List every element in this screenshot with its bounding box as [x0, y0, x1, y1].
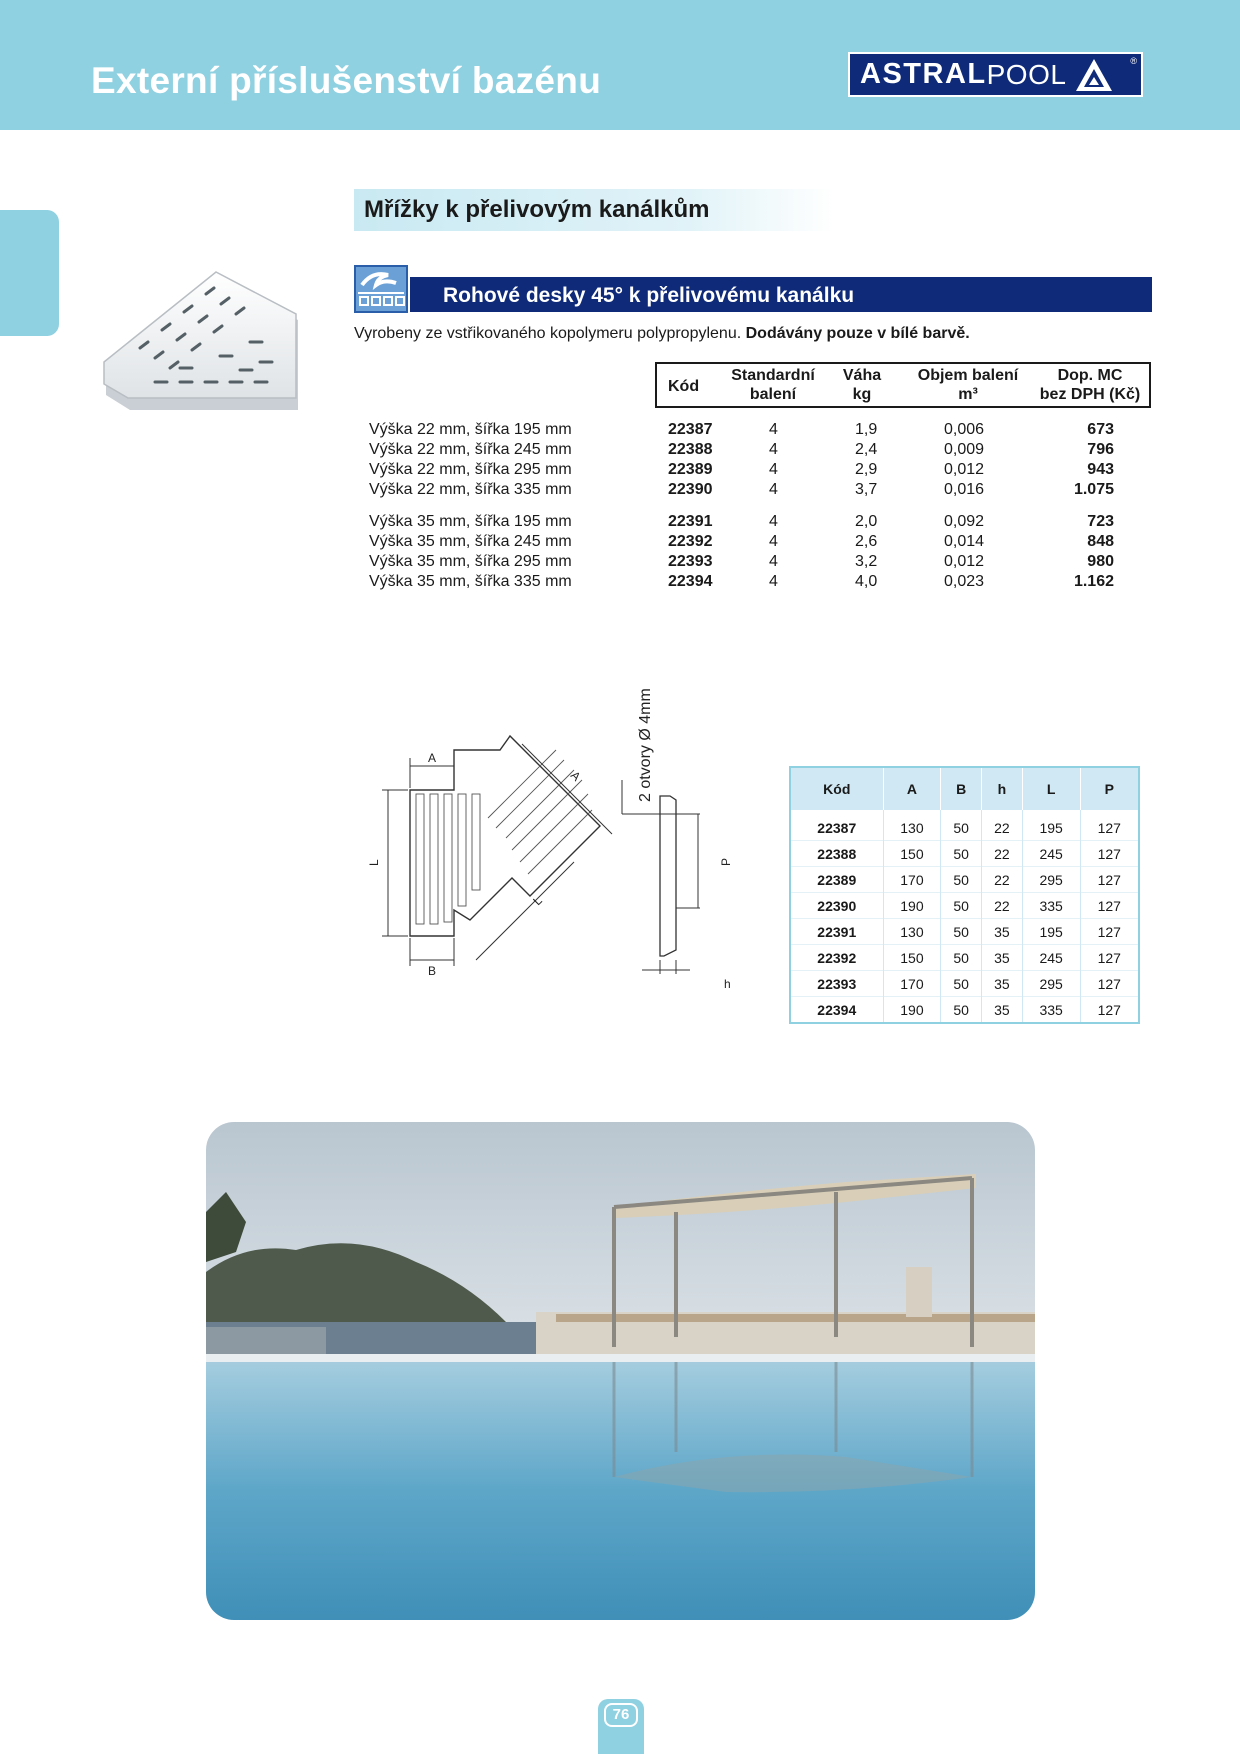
spec-header-weight-line1: Váha [842, 367, 882, 384]
dimension-table-header-row [790, 767, 1139, 810]
table-row [790, 810, 1139, 841]
dim-cell: 50 [941, 919, 982, 945]
spec-cell-pack: 4 [769, 533, 778, 550]
spec-cell-volume: 0,014 [944, 533, 985, 550]
pool-scene-illustration [206, 1122, 1035, 1620]
spec-row [0, 513, 1240, 533]
spec-header-weight-line2: kg [852, 386, 872, 403]
dim-cell: 50 [941, 971, 982, 997]
overflow-channel-icon [354, 265, 408, 313]
spec-header-pack-line2: balení [749, 386, 797, 403]
spec-header-volume-line1: Objem balení [917, 367, 1019, 384]
dim-cell: 295 [1022, 867, 1080, 893]
dim-header: h [982, 767, 1023, 810]
dim-cell: 35 [982, 997, 1023, 1024]
section-title: Mřížky k přelivovým kanálkům [364, 196, 710, 223]
drawing-label-p: P [719, 857, 733, 866]
spec-cell-price: 943 [1087, 461, 1114, 478]
spec-cell-weight: 3,2 [855, 553, 878, 570]
drawing-label-a2: A [567, 768, 584, 784]
drawing-label-b: B [428, 964, 437, 978]
astralpool-logo [848, 52, 1143, 97]
spec-cell-weight: 3,7 [855, 481, 878, 498]
spec-cell-desc: Výška 22 mm, šířka 295 mm [369, 461, 572, 478]
spec-cell-pack: 4 [769, 481, 778, 498]
spec-cell-code: 22393 [668, 553, 713, 570]
dim-cell: 150 [883, 945, 941, 971]
dim-cell: 127 [1080, 945, 1139, 971]
spec-cell-desc: Výška 22 mm, šířka 335 mm [369, 481, 572, 498]
spec-cell-pack: 4 [769, 461, 778, 478]
dim-cell-code: 22391 [790, 919, 883, 945]
spec-header-volume [908, 366, 1028, 404]
drawing-label-a: A [428, 751, 437, 765]
page-header-title: Externí příslušenství bazénu [91, 60, 602, 101]
dim-cell: 130 [883, 919, 941, 945]
spec-cell-code: 22394 [668, 573, 713, 590]
logo-registered-mark: ® [1130, 56, 1137, 66]
spec-cell-code: 22387 [668, 421, 713, 438]
dim-cell: 22 [982, 893, 1023, 919]
dim-header: Kód [790, 767, 883, 810]
dim-cell: 22 [982, 841, 1023, 867]
side-tab [0, 210, 59, 336]
subsection-title: Rohové desky 45° k přelivovému kanálku [443, 284, 855, 307]
technical-drawing [360, 670, 740, 1010]
logo-text-pool: POOL [986, 58, 1067, 90]
spec-row [0, 533, 1240, 553]
spec-cell-volume: 0,009 [944, 441, 985, 458]
dim-cell: 35 [982, 919, 1023, 945]
drawing-label-h: h [724, 977, 731, 991]
spec-cell-weight: 2,9 [855, 461, 878, 478]
spec-cell-weight: 4,0 [855, 573, 878, 590]
spec-row [0, 461, 1240, 481]
logo-text-astral: ASTRAL [860, 58, 987, 90]
spec-cell-code: 22391 [668, 513, 713, 530]
dim-cell-code: 22387 [790, 810, 883, 841]
dim-cell: 50 [941, 893, 982, 919]
dim-cell: 127 [1080, 867, 1139, 893]
dim-cell: 127 [1080, 893, 1139, 919]
spec-row [0, 481, 1240, 501]
page-number-tab-stem [598, 1730, 644, 1754]
dim-cell: 50 [941, 997, 982, 1024]
dim-cell-code: 22393 [790, 971, 883, 997]
logo-triangle-icon [1074, 57, 1114, 93]
table-row [790, 971, 1139, 997]
dim-cell: 245 [1022, 841, 1080, 867]
dim-cell-code: 22392 [790, 945, 883, 971]
dim-cell: 150 [883, 841, 941, 867]
spec-cell-volume: 0,016 [944, 481, 985, 498]
dim-cell: 22 [982, 867, 1023, 893]
dim-cell: 190 [883, 997, 941, 1024]
dim-cell-code: 22390 [790, 893, 883, 919]
spec-cell-price: 1.075 [1073, 481, 1114, 498]
spec-row [0, 573, 1240, 593]
dim-cell: 335 [1022, 997, 1080, 1024]
spec-cell-code: 22388 [668, 441, 713, 458]
spec-cell-price: 848 [1087, 533, 1114, 550]
dim-cell: 170 [883, 971, 941, 997]
spec-cell-volume: 0,006 [944, 421, 985, 438]
spec-cell-weight: 2,6 [855, 533, 878, 550]
spec-cell-desc: Výška 22 mm, šířka 245 mm [369, 441, 572, 458]
dim-cell: 127 [1080, 971, 1139, 997]
spec-header-price [1032, 366, 1148, 404]
dim-cell: 127 [1080, 810, 1139, 841]
corner-grate-photo [100, 270, 310, 430]
dim-cell: 50 [941, 945, 982, 971]
dim-cell: 130 [883, 810, 941, 841]
spec-cell-volume: 0,012 [944, 461, 985, 478]
spec-cell-desc: Výška 35 mm, šířka 295 mm [369, 553, 572, 570]
dim-cell: 335 [1022, 893, 1080, 919]
spec-cell-weight: 2,0 [855, 513, 878, 530]
spec-cell-volume: 0,092 [944, 513, 985, 530]
spec-cell-price: 1.162 [1073, 573, 1114, 590]
table-row [790, 919, 1139, 945]
spec-cell-code: 22392 [668, 533, 713, 550]
spec-cell-volume: 0,023 [944, 573, 985, 590]
dim-cell: 50 [941, 841, 982, 867]
drawing-label-l2: L [530, 893, 545, 909]
dimension-table [789, 766, 1140, 1024]
spec-cell-code: 22390 [668, 481, 713, 498]
spec-cell-pack: 4 [769, 573, 778, 590]
spec-cell-desc: Výška 35 mm, šířka 195 mm [369, 513, 572, 530]
spec-header-pack [723, 366, 823, 404]
pool-photo [206, 1122, 1035, 1620]
drawing-label-l: L [367, 859, 381, 866]
spec-cell-desc: Výška 35 mm, šířka 335 mm [369, 573, 572, 590]
description-bold-text: Dodávány pouze v bílé barvě. [745, 325, 970, 342]
dim-cell: 170 [883, 867, 941, 893]
dim-cell: 35 [982, 945, 1023, 971]
dim-cell: 127 [1080, 919, 1139, 945]
spec-cell-desc: Výška 35 mm, šířka 245 mm [369, 533, 572, 550]
spec-header-weight [832, 366, 892, 404]
spec-header-volume-line2: m³ [958, 386, 978, 403]
dim-cell: 22 [982, 810, 1023, 841]
spec-cell-pack: 4 [769, 421, 778, 438]
spec-row [0, 441, 1240, 461]
dim-cell: 295 [1022, 971, 1080, 997]
dim-cell-code: 22388 [790, 841, 883, 867]
dim-cell: 127 [1080, 997, 1139, 1024]
dim-cell: 195 [1022, 919, 1080, 945]
drawing-holes-note: 2 otvory Ø 4mm [637, 688, 654, 802]
dim-cell: 35 [982, 971, 1023, 997]
spec-cell-weight: 2,4 [855, 441, 878, 458]
dim-cell: 50 [941, 810, 982, 841]
spec-cell-price: 796 [1087, 441, 1114, 458]
spec-cell-code: 22389 [668, 461, 713, 478]
spec-cell-volume: 0,012 [944, 553, 985, 570]
table-row [790, 867, 1139, 893]
spec-cell-weight: 1,9 [855, 421, 878, 438]
dim-header: L [1022, 767, 1080, 810]
dim-cell: 127 [1080, 841, 1139, 867]
dim-cell: 190 [883, 893, 941, 919]
dim-cell: 195 [1022, 810, 1080, 841]
table-row [790, 893, 1139, 919]
spec-cell-pack: 4 [769, 513, 778, 530]
spec-header-price-line1: Dop. MC [1057, 367, 1123, 384]
spec-cell-price: 980 [1087, 553, 1114, 570]
description-text: Vyrobeny ze vstřikovaného kopolymeru polypropylenu. [354, 325, 742, 342]
spec-cell-pack: 4 [769, 553, 778, 570]
spec-row [0, 553, 1240, 573]
dim-header: P [1080, 767, 1139, 810]
product-description [354, 325, 970, 343]
dim-cell: 245 [1022, 945, 1080, 971]
spec-cell-price: 673 [1087, 421, 1114, 438]
dim-cell-code: 22394 [790, 997, 883, 1024]
dim-header: B [941, 767, 982, 810]
table-row [790, 997, 1139, 1024]
spec-header-price-line2: bez DPH (Kč) [1039, 386, 1141, 403]
spec-cell-price: 723 [1087, 513, 1114, 530]
dim-cell: 50 [941, 867, 982, 893]
page-number: 76 [604, 1703, 638, 1727]
table-row [790, 945, 1139, 971]
spec-header-pack-line1: Standardní [731, 367, 815, 384]
spec-cell-pack: 4 [769, 441, 778, 458]
spec-cell-desc: Výška 22 mm, šířka 195 mm [369, 421, 572, 438]
dim-header: A [883, 767, 941, 810]
spec-row [0, 421, 1240, 441]
table-row [790, 841, 1139, 867]
dim-cell-code: 22389 [790, 867, 883, 893]
spec-header-code: Kód [668, 378, 700, 395]
